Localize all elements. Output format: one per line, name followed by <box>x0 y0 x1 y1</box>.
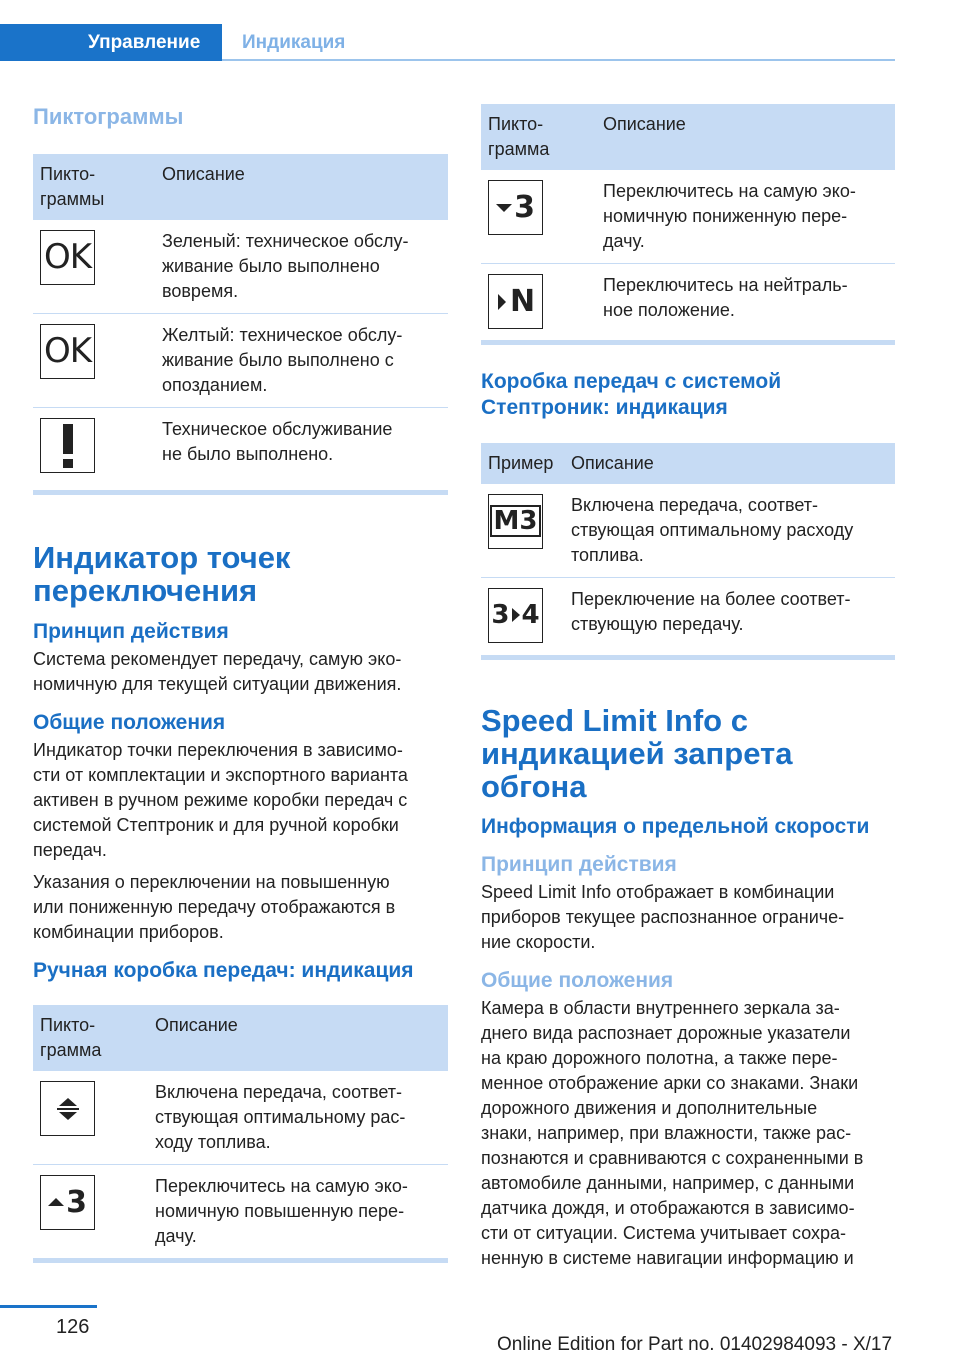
row-description: Желтый: техническое обслу- живание было выполнено с опозданием. <box>155 314 448 408</box>
tab-indikatsiya[interactable]: Индикация <box>242 32 346 53</box>
right-column <box>481 104 895 1271</box>
shift-up-3-icon: 3 <box>40 1175 95 1230</box>
row-description: Переключитесь на самую эко- номичную пониженную пере- дачу. <box>596 170 895 264</box>
exclamation-icon <box>40 418 95 473</box>
col-header-description: Описание <box>596 104 895 170</box>
table-row <box>33 1071 448 1165</box>
heading-general: Общие положения <box>481 969 674 992</box>
heading-speed-limit-info: Speed Limit Info с индикацией запрета обгона <box>481 703 793 804</box>
ok-yellow-icon: OK <box>40 324 95 379</box>
paragraph-general-2: Указания о переключении на повышенную или пониженную передачу отображаются в комбинации приборов. <box>33 871 396 942</box>
table-end-bar <box>481 340 895 345</box>
header-divider <box>222 59 895 61</box>
table-row <box>481 577 895 655</box>
table-header-row <box>33 154 448 220</box>
paragraph-principle: Система рекомендует передачу, самую эко- номичную для текущей ситуации движения. <box>33 648 402 694</box>
row-description: Включена передача, соответ- ствующая оптимальному расходу топлива. <box>564 484 895 578</box>
heading-shift-indicator: Индикатор точек переключения <box>33 539 291 608</box>
gear-m3-icon: M3 <box>488 494 543 549</box>
col-header-description: Описание <box>148 1005 448 1071</box>
heading-principle: Принцип действия <box>33 619 229 643</box>
left-column <box>33 100 448 1263</box>
paragraph-general: Камера в области внутреннего зеркала за- днего вида распознает дорожные указатели на краю дорожного полотна, а также пере- менное отображение арки со знаками. Знаки дорожного движения и дополнительные знаки, например, при влажности, также рас- познаются и сравниваются с сохраненными в автомобиле данными, например, с данными датчика дождя, и отображаются в зависимо- сти от ситуации. Система учитывает сохра- ненную в системе навигации информацию и <box>481 998 864 1268</box>
shift-neutral-icon: N <box>488 274 543 329</box>
manual-gearbox-table <box>33 1005 448 1258</box>
table-row <box>33 1164 448 1258</box>
row-description: Переключитесь на самую эко- номичную повышенную пере- дачу. <box>155 1175 408 1246</box>
row-description: Переключение на более соответ- ствующую передачу. <box>571 588 851 634</box>
paragraph-principle: Speed Limit Info отображает в комбинации приборов текущее распознанное ограниче- ние скорости. <box>481 882 845 952</box>
heading-principle: Принцип действия <box>481 853 677 876</box>
ok-green-icon: OK <box>40 230 95 285</box>
table-row <box>33 220 448 314</box>
row-description: Переключитесь на нейтраль- ное положение. <box>603 275 848 320</box>
table-row <box>481 264 895 340</box>
col-header-example: Пример <box>481 443 564 484</box>
shift-table <box>481 104 895 340</box>
table-header-row <box>33 1005 448 1071</box>
table-end-bar <box>33 1258 448 1263</box>
table-row <box>481 484 895 578</box>
row-description: Техническое обслуживание не было выполнено. <box>162 419 393 464</box>
table-row <box>481 170 895 264</box>
page-number: 126 <box>56 1316 90 1338</box>
steptronic-table <box>481 443 895 656</box>
col-header-pictogram: Пикто- граммы <box>33 154 155 220</box>
tab-upravlenie[interactable]: Управление <box>0 24 222 61</box>
chapter-header <box>0 24 895 61</box>
col-header-pictogram: Пикто- грамма <box>33 1005 148 1071</box>
col-header-pictogram: Пикто- грамма <box>481 104 596 170</box>
heading-speed-info: Информация о предельной скорости <box>481 815 870 838</box>
table-end-bar <box>481 655 895 660</box>
gear-optimal-icon <box>40 1081 95 1136</box>
edition-text: Online Edition for Part no. 01402984093 - X/17 <box>497 1334 893 1355</box>
heading-general: Общие положения <box>33 710 226 734</box>
table-end-bar <box>33 490 448 495</box>
col-header-description: Описание <box>564 443 895 484</box>
heading-steptronic: Коробка передач с системой Стептроник: индикация <box>481 369 782 419</box>
paragraph-general-1: Индикатор точки переключения в зависимо- сти от комплектации и экспортного варианта активен в ручном режиме коробки передач с системой Стептроник и для ручной коробки передач. <box>33 739 408 860</box>
shift-down-3-icon: 3 <box>488 180 543 235</box>
row-description: Зеленый: техническое обслу- живание было выполнено вовремя. <box>155 220 448 314</box>
gear-3-to-4-icon: 3 4 <box>488 588 543 643</box>
table-row <box>33 314 448 408</box>
col-header-description: Описание <box>155 154 448 220</box>
table-row <box>33 408 448 484</box>
section-title-pictograms: Пиктограммы <box>33 104 184 129</box>
footer-divider <box>0 1305 97 1308</box>
heading-manual-gearbox: Ручная коробка передач: индикация <box>33 958 414 982</box>
table-header-row <box>481 104 895 170</box>
pictograms-table <box>33 154 448 484</box>
row-description: Включена передача, соответ- ствующая оптимальному рас- ходу топлива. <box>148 1071 448 1165</box>
table-header-row <box>481 443 895 484</box>
